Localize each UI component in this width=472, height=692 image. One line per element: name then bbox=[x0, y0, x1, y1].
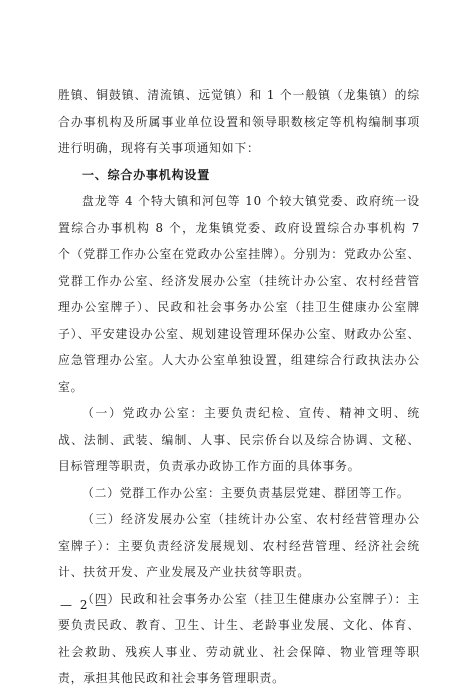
paragraph-economic-office: （三）经济发展办公室（挂统计办公室、农村经营管理办公室牌子）：主要负责经济发展规划、农村经营管理、经济社会统计、扶贫开发、产业发展及产业扶贫等职责。 bbox=[58, 512, 420, 579]
paragraph-civil-affairs-office: （四）民政和社会事务办公室（挂卫生健康办公室牌子）：主要负责民政、教育、卫生、计生、老龄事业发展、文化、体育、社会救助、残疾人事业、劳动就业、社会保障、物业管理等职责，承担其他民政和社会事务管理职责。 bbox=[58, 591, 420, 685]
paragraph-party-mass-office: （二）党群工作办公室：主要负责基层党建、群团等工作。 bbox=[82, 485, 410, 500]
paragraph-party-gov-office: （一）党政办公室：主要负责纪检、宣传、精神文明、统战、法制、武装、编制、人事、民宗侨台以及综合协调、文秘、目标管理等职责，负责承办政协工作方面的具体事务。 bbox=[58, 406, 420, 473]
page-number: — 2 — bbox=[60, 598, 110, 612]
paragraph-intro-continuation: 胜镇、铜鼓镇、清流镇、远觉镇）和 1 个一般镇（龙集镇）的综合办事机构及所属事业单位设置和领导职数核定等机构编制事项进行明确，现将有关事项通知如下： bbox=[58, 88, 420, 155]
document-body bbox=[58, 82, 420, 692]
section-heading: 一、综合办事机构设置 bbox=[82, 167, 211, 182]
paragraph-agency-setup: 盘龙等 4 个特大镇和河包等 10 个较大镇党委、政府统一设置综合办事机构 8 个，龙集镇党委、政府设置综合办事机构 7 个（党群工作办公室在党政办公室挂牌）。分别为：党政办公室、党群工作办公室、经济发展办公室（挂统计办公室、农村经营管理办公室牌子）、民政和社会事务办公室（挂卫生健康办公室牌子）、平安建设办公室、规划建设管理环保办公室、财政办公室、应急管理办公室。人大办公室单独设置，组建综合行政执法办公室。 bbox=[58, 194, 420, 394]
